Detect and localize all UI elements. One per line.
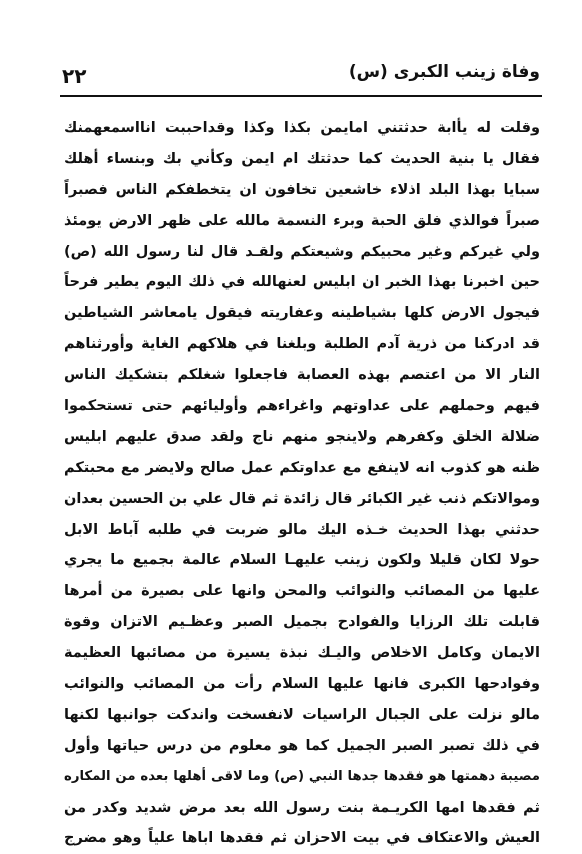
text-line: سبايا بهذا البلد اذلاء خاشعين تخافون ان يتخطفكم الناس فصبراً [64,181,540,198]
text-line: قابلت تلك الرزايا والفوادح بجميل الصبر وعظـيم الاتزان وقوة [64,614,540,631]
text-line: حين اخبرنا بهذا الخبر ان ابليس لعنهالله في ذلك اليوم يطير فرحاً [64,274,540,291]
text-line: العيش والاعتكاف في بيت الاحزان ثم فقدها اباها علياً وهو مضرج [64,830,540,847]
header-rule [60,95,542,97]
text-line: حولا لكان قليلا ولكون زينب عليهـا السلام عالمة بجميع ما يجري [64,552,540,569]
text-line: فقال يا بنية الحديث كما حدثتك ام ايمن وكأني بك وبنساء أهلك [64,150,540,167]
text-line: وقلت له يأابة حدثتني امايمن بكذا وكذا وقداحببت انااسمعهمنك [64,120,540,136]
text-line: ضلالة الخلق وكفرهم ولاينجو منهم ناج ولقد صدق عليهم ابليس [64,428,540,445]
text-line: في ذلك تصبر الصبر الجميل كما هو معلوم من درس حياتها وأول [64,737,540,754]
text-line: قد ادركنا من ذرية آدم الطلبة وبلغنا في هلاكهم الغاية وأورثناهم [64,336,540,353]
text-line: مصيبة دهمتها هو فقدها جدها النبي (ص) وما لاقى أهلها بعده من المكاره [64,768,540,784]
text-line: فيجول الارض كلها بشياطينه وعفاريته فيقول يامعاشر الشياطين [64,305,540,322]
text-line: النار الا من اعتصم بهذه العصابة فاجعلوا شغلكم بتشكيك الناس [64,367,540,384]
text-line: حدثني بهذا الحديث خـذه اليك مالو ضربت في طلبه آباط الابل [64,521,540,538]
text-line: وفوادحها الكبرى فانها عليها السلام رأت من المصائب والنوائب [64,676,540,693]
text-line: فيهم وحملهم على عداوتهم واغراءهم وأوليائهم حتى تستحكموا [64,398,540,415]
body-text [64,113,540,854]
text-line: وموالاتكم ذنب غير الكبائر قال زائدة ثم قال علي بن الحسين بعدان [64,490,540,507]
text-line: صبراً فوالذي فلق الحبة وبرء النسمة مالله على ظهر الارض يومئذ [64,212,540,229]
text-line: مالو نزلت على الجبال الراسيات لانفسخت واندكت جوانبها لكنها [64,706,540,723]
page-header [62,58,540,92]
text-line: عليها من المصائب والنوائب والمحن وانها على بصيرة من أمرها [64,583,540,600]
running-title: وفاة زينب الكبرى (س) [348,62,540,82]
text-line: ظنه هو كذوب انه لاينفع مع عداوتكم عمل صالح ولايضر مع محبتكم [64,459,540,476]
text-line: ولي غيركم وغير محبيكم وشيعتكم ولقـد قال لنا رسول الله (ص) [64,243,540,260]
text-line: ثم فقدها امها الكريـمة بنت رسول الله بعد مرض شديد وكدر من [64,799,540,816]
page-number: ٢٢ [62,64,87,88]
text-line: الايمان وكامل الاخلاص واليـك نبذة يسيرة من مصائبها العظيمة [64,645,540,662]
